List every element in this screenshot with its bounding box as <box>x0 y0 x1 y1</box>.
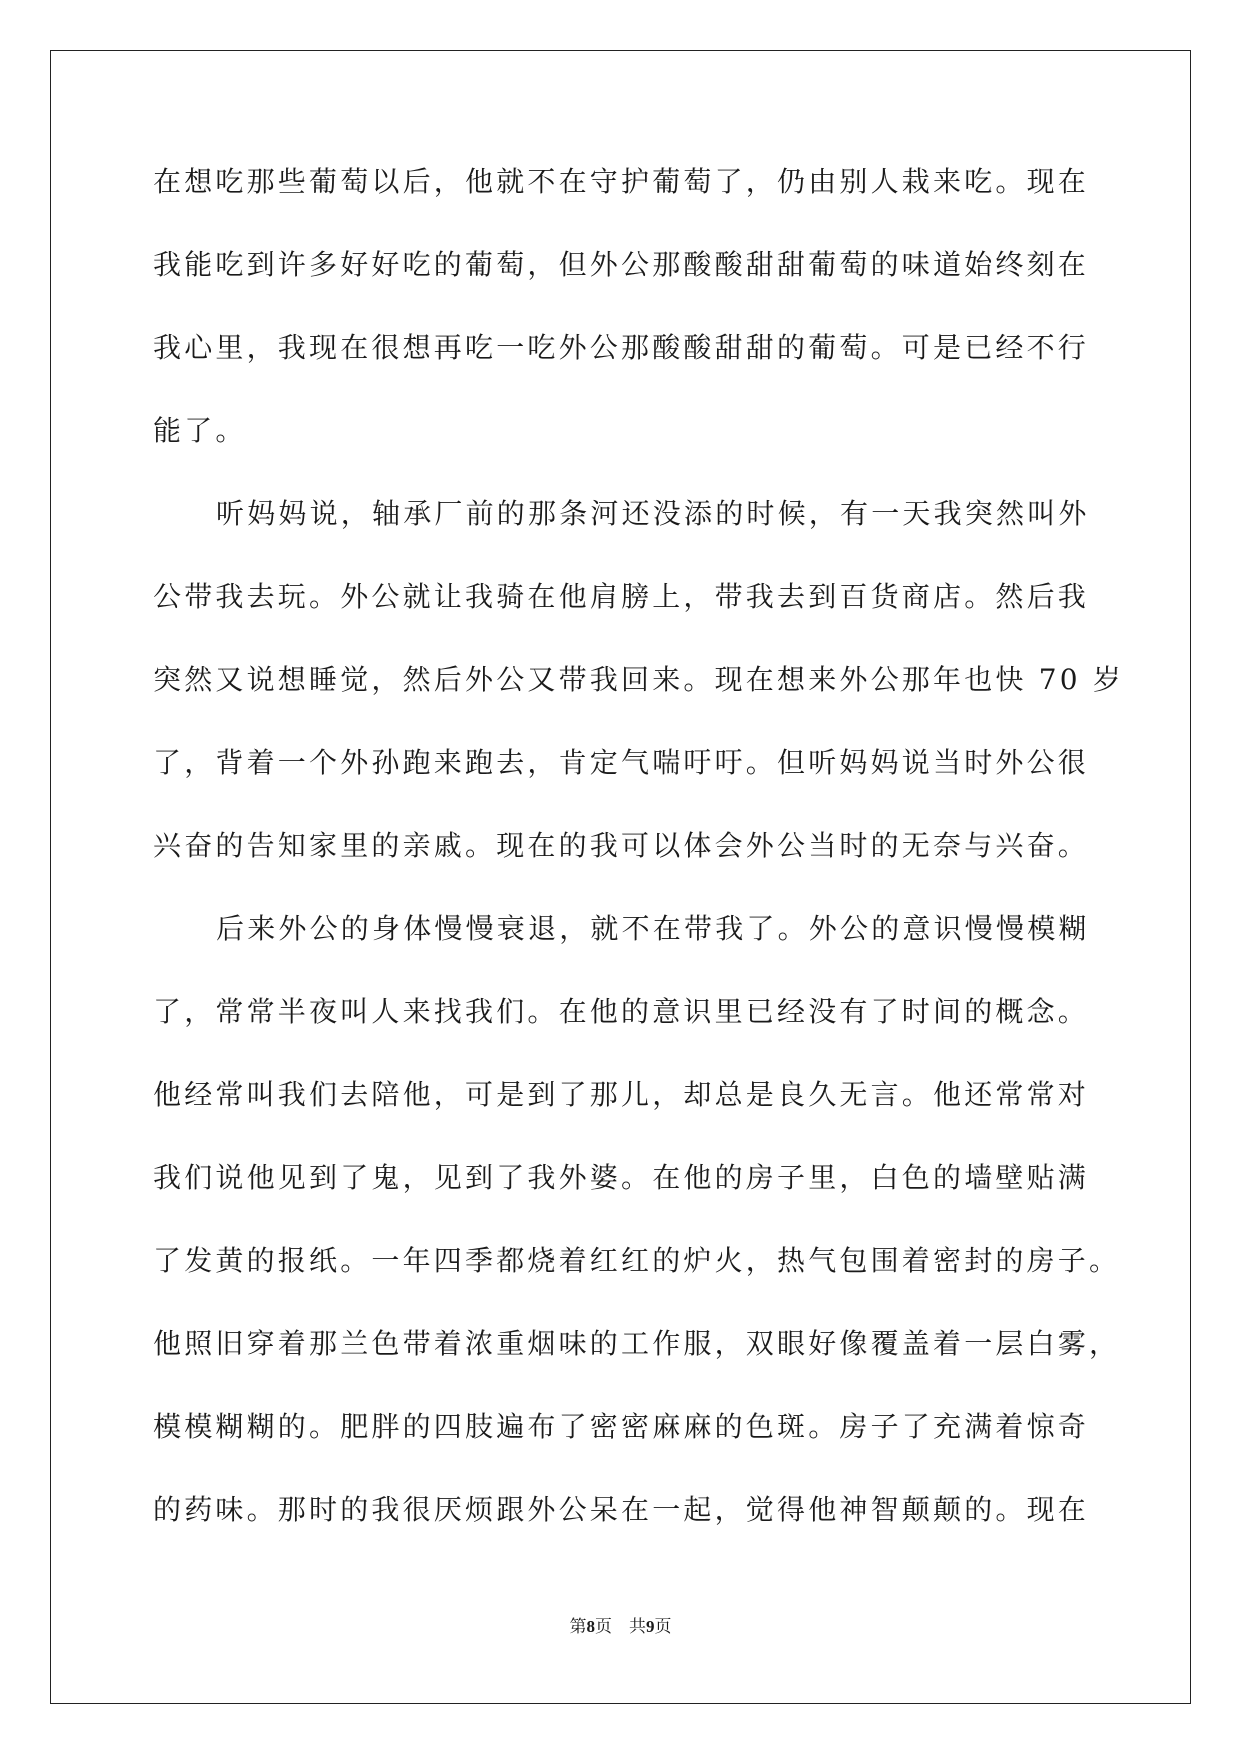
text-line: 我们说他见到了鬼，见到了我外婆。在他的房子里，白色的墙壁贴满 <box>153 1161 1090 1194</box>
page-suffix: 页 <box>654 1617 672 1637</box>
text-line: 模模糊糊的。肥胖的四肢遍布了密密麻麻的色斑。房子了充满着惊奇 <box>153 1410 1090 1443</box>
text-line: 了，背着一个外孙跑来跑去，肯定气喘吁吁。但听妈妈说当时外公很 <box>153 746 1090 779</box>
text-line: 我能吃到许多好好吃的葡萄，但外公那酸酸甜甜葡萄的味道始终刻在 <box>153 248 1090 281</box>
page-prefix: 第 <box>569 1617 587 1637</box>
text-line: 我心里，我现在很想再吃一吃外公那酸酸甜甜的葡萄。可是已经不行 <box>153 331 1090 364</box>
paragraph-first-line: 听妈妈说，轴承厂前的那条河还没添的时候，有一天我突然叫外 <box>216 497 1090 530</box>
text-line: 突然又说想睡觉，然后外公又带我回来。现在想来外公那年也快 70 岁 <box>153 663 1125 696</box>
text-line: 在想吃那些葡萄以后，他就不在守护葡萄了，仍由别人栽来吃。现在 <box>153 165 1090 198</box>
page-number-footer <box>0 1616 1241 1638</box>
text-line: 的药味。那时的我很厌烦跟外公呆在一起，觉得他神智颠颠的。现在 <box>153 1493 1090 1526</box>
paragraph-first-line: 后来外公的身体慢慢衰退，就不在带我了。外公的意识慢慢模糊 <box>216 912 1090 945</box>
page-mid: 页 共 <box>595 1617 646 1637</box>
document-body <box>153 164 1125 1575</box>
current-page-number: 8 <box>586 1617 595 1636</box>
text-line: 他经常叫我们去陪他，可是到了那儿，却总是良久无言。他还常常对 <box>153 1078 1090 1111</box>
text-line: 兴奋的告知家里的亲戚。现在的我可以体会外公当时的无奈与兴奋。 <box>153 829 1090 862</box>
text-line: 了，常常半夜叫人来找我们。在他的意识里已经没有了时间的概念。 <box>153 995 1090 1028</box>
text-line: 他照旧穿着那兰色带着浓重烟味的工作服，双眼好像覆盖着一层白雾， <box>153 1327 1121 1360</box>
text-line: 能了。 <box>153 414 247 447</box>
text-line: 公带我去玩。外公就让我骑在他肩膀上，带我去到百货商店。然后我 <box>153 580 1090 613</box>
text-line: 了发黄的报纸。一年四季都烧着红红的炉火，热气包围着密封的房子。 <box>153 1244 1121 1277</box>
total-page-number: 9 <box>646 1617 655 1636</box>
